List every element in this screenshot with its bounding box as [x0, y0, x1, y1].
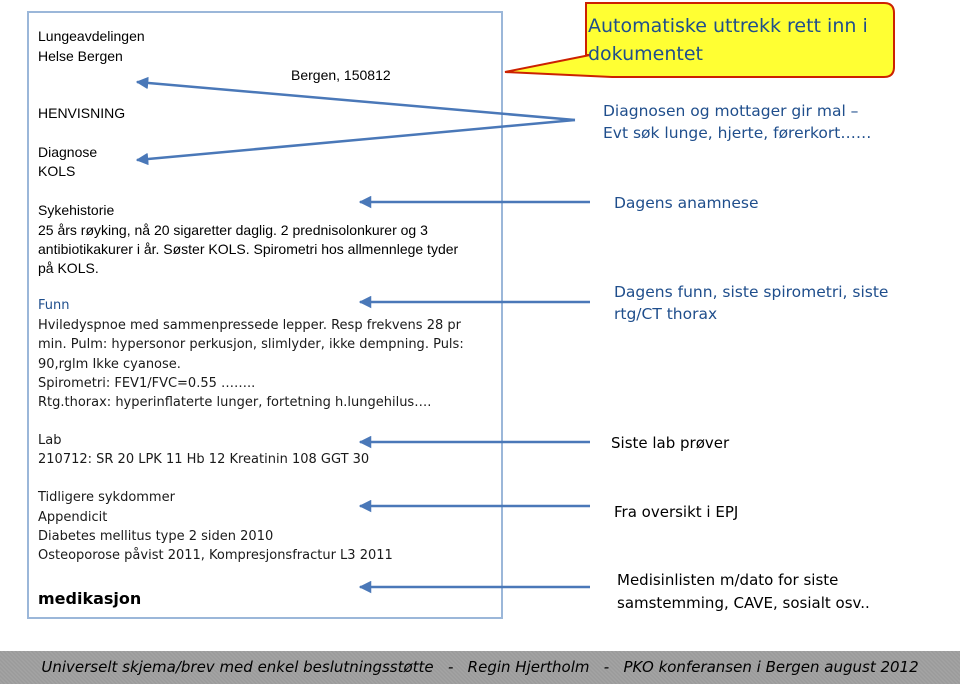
sykehistorie-line: på KOLS. [38, 260, 99, 276]
annotation-lab: Siste lab prøver [611, 434, 730, 452]
place-date: Bergen, 150812 [291, 67, 391, 83]
lab-value: 210712: SR 20 LPK 11 Hb 12 Kreatinin 108 GGT 30 [38, 452, 370, 467]
annotation-medisin: samstemming, CAVE, sosialt osv.. [617, 594, 870, 612]
callout-title-line: Automatiske uttrekk rett inn i [588, 15, 868, 37]
footer-text: Universelt skjema/brev med enkel beslutningsstøtte - Regin Hjertholm - PKO konferansen i Bergen august 2012 [41, 658, 919, 676]
sykehistorie-label: Sykehistorie [38, 202, 115, 218]
hospital-name: Helse Bergen [38, 48, 123, 64]
arrow-diagnose-top [137, 82, 575, 120]
annotation-diagnose: Diagnosen og mottager gir mal – [603, 102, 859, 120]
tidligere-sykdom: Diabetes mellitus type 2 siden 2010 [38, 529, 274, 544]
annotation-funn: rtg/CT thorax [614, 305, 718, 323]
arrow-diagnose-bottom [137, 120, 575, 160]
funn-line: min. Pulm: hypersonor perkusjon, slimlyder, ikke dempning. Puls: [38, 337, 464, 352]
department-name: Lungeavdelingen [38, 28, 145, 44]
document-heading: HENVISNING [38, 105, 126, 121]
callout-title-line: dokumentet [588, 43, 703, 65]
medikasjon-label: medikasjon [38, 589, 142, 608]
tidligere-sykdommer-label: Tidligere sykdommer [38, 490, 175, 505]
sykehistorie-line: 25 års røyking, nå 20 sigaretter daglig. 2 prednisolonkurer og 3 [38, 222, 428, 238]
annotation-funn: Dagens funn, siste spirometri, siste [614, 283, 889, 301]
annotation-epj: Fra oversikt i EPJ [614, 503, 739, 521]
funn-line: Spirometri: FEV1/FVC=0.55 …….. [38, 376, 256, 391]
tidligere-sykdom: Appendicit [38, 510, 108, 525]
tidligere-sykdom: Osteoporose påvist 2011, Kompresjonsfractur L3 2011 [38, 548, 393, 563]
funn-line: Rtg.thorax: hyperinflaterte lunger, fortetning h.lungehilus…. [38, 395, 432, 410]
funn-line: Hviledyspnoe med sammenpressede lepper. Resp frekvens 28 pr [38, 318, 461, 333]
sykehistorie-line: antibiotikakurer i år. Søster KOLS. Spirometri hos allmennlege tyder [38, 241, 459, 257]
funn-line: 90,rglm Ikke cyanose. [38, 357, 181, 372]
lab-label: Lab [38, 433, 62, 448]
annotation-diagnose: Evt søk lunge, hjerte, førerkort…… [603, 124, 872, 142]
annotation-medisin: Medisinlisten m/dato for siste [617, 571, 839, 589]
annotation-anamnese: Dagens anamnese [614, 194, 759, 212]
diagnose-value: KOLS [38, 163, 76, 179]
diagnose-label: Diagnose [38, 144, 98, 160]
footer-bar [0, 651, 960, 684]
funn-label: Funn [38, 298, 70, 313]
